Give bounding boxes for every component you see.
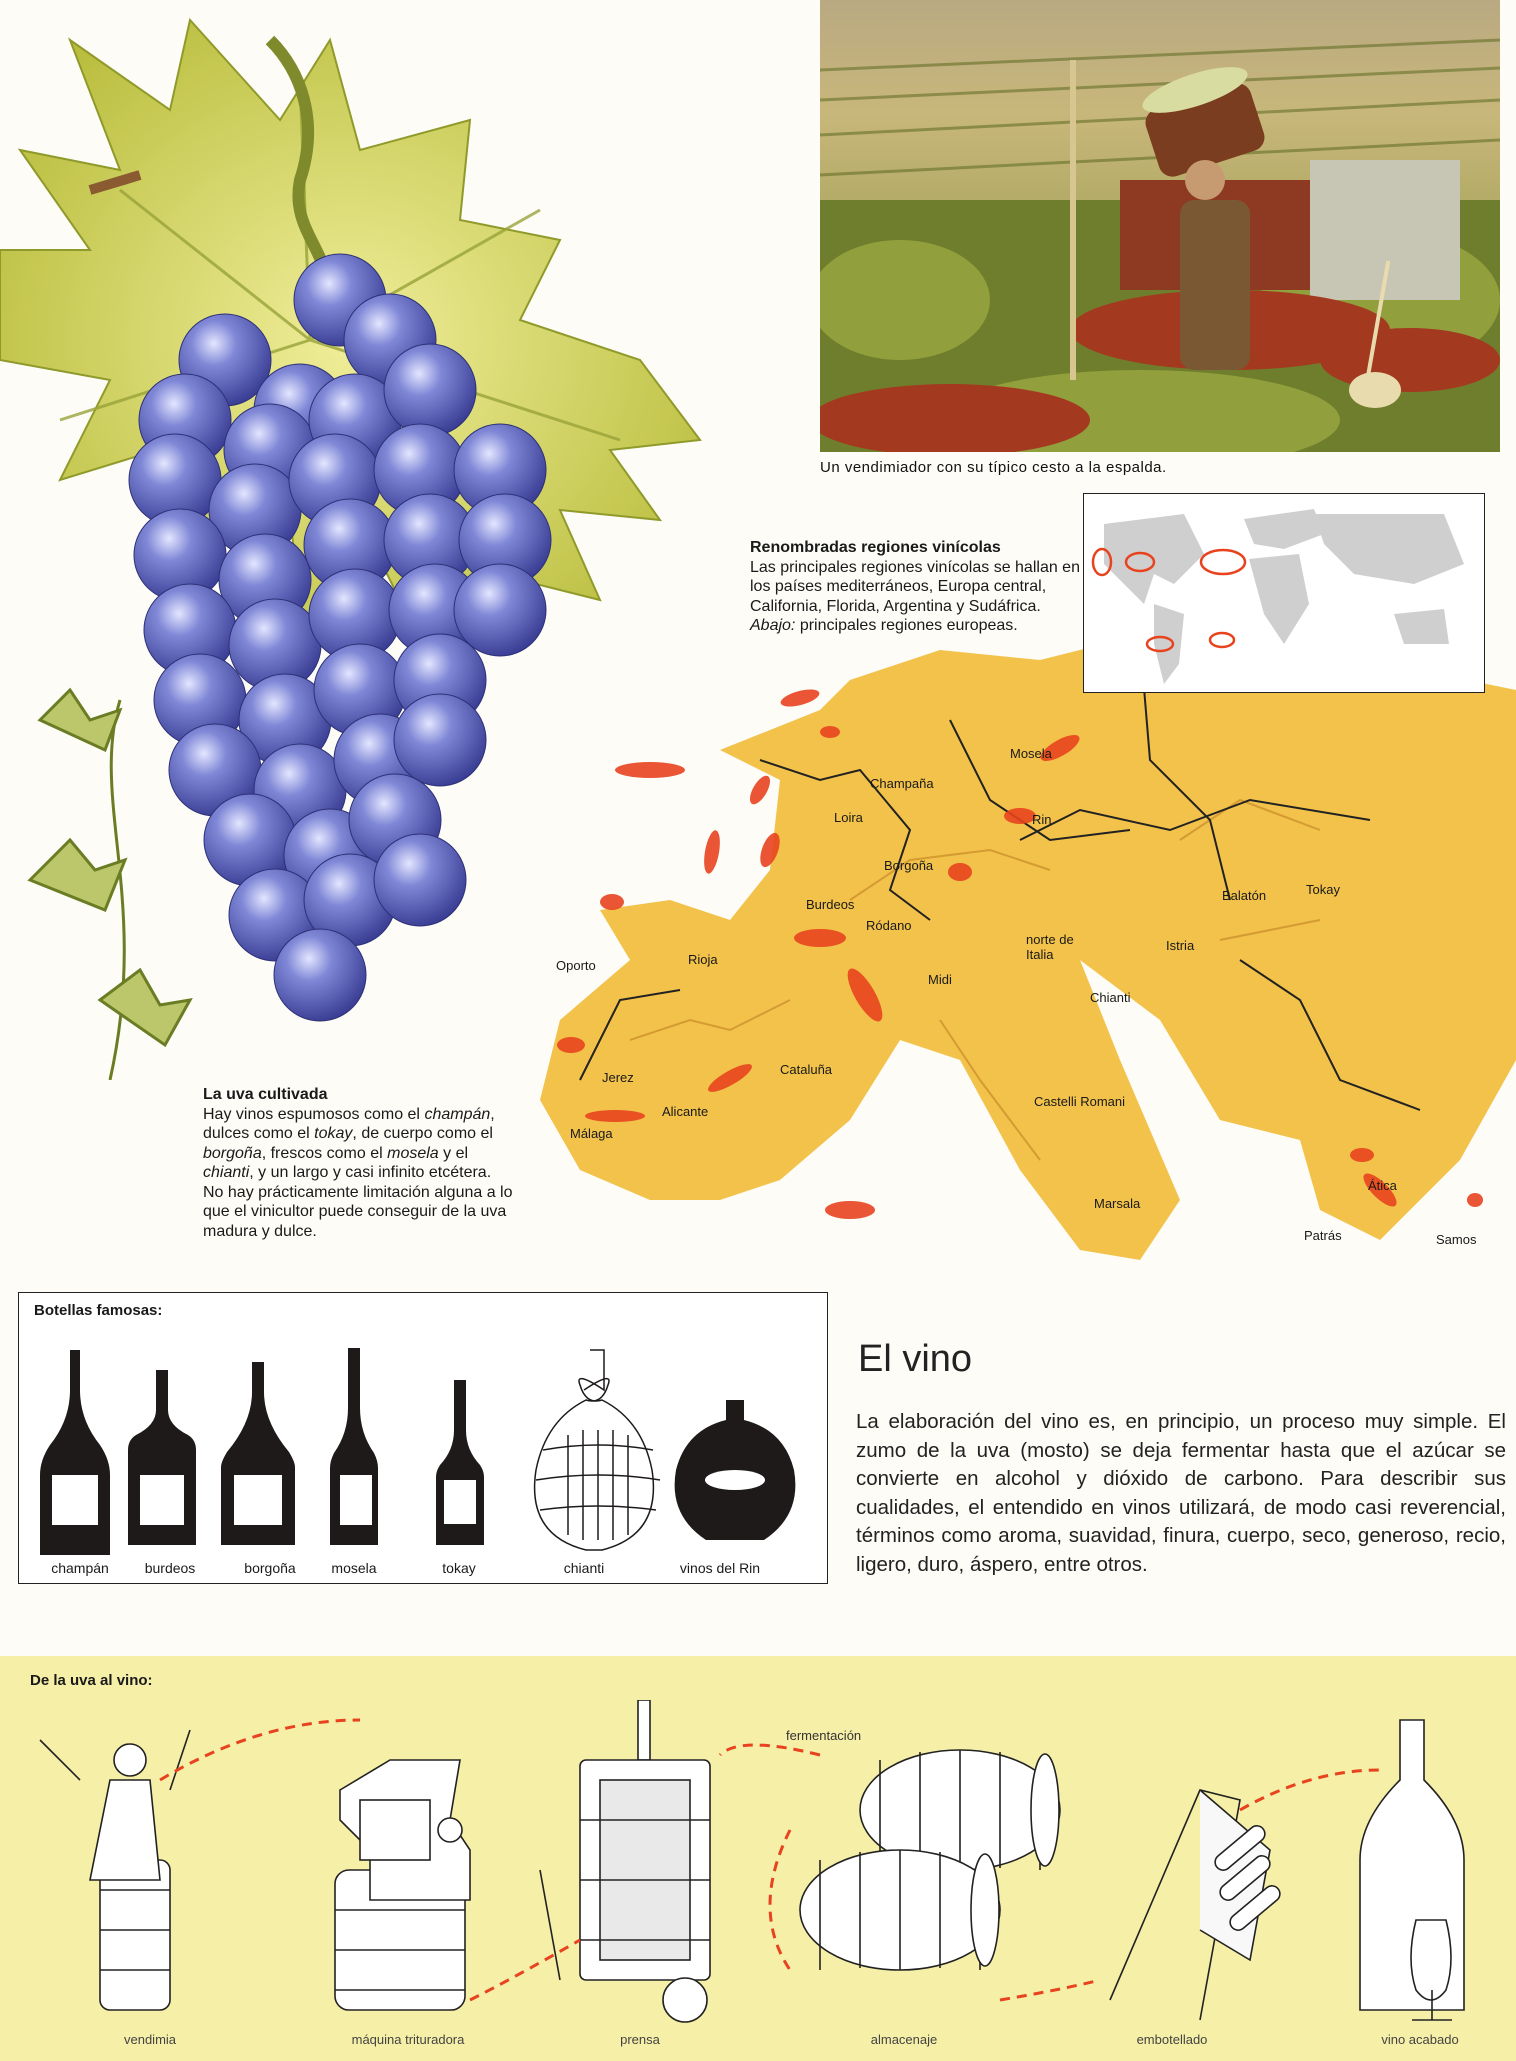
uva-text-3: , de cuerpo como el [352,1125,493,1142]
map-label-champana: Champaña [870,776,934,791]
map-label-tokay: Tokay [1306,882,1340,897]
regions-body: Las principales regiones vinícolas se hallan en los países mediterráneos, Europa central, California, Florida, Argentina y Sudáfrica. [750,558,1080,615]
map-label-borgona: Borgoña [884,858,934,873]
uva-borgona: borgoña [203,1144,262,1162]
vino-heading: El vino [858,1338,973,1380]
map-label-oporto: Oporto [556,958,596,973]
map-label-burdeos: Burdeos [806,897,855,912]
map-label-chianti: Chianti [1090,990,1131,1005]
map-label-balaton: Balatón [1222,888,1267,903]
bottle-label-burdeos: burdeos [144,1560,196,1576]
step-label-almacenaje: almacenaje [870,2032,938,2047]
map-label-jerez: Jerez [602,1070,634,1085]
process-illustration [0,1700,1516,2030]
regions-caption [750,538,1080,636]
europe-map [520,640,1516,1290]
uva-mosela: mosela [387,1144,439,1162]
uva-caption [203,1085,513,1241]
map-label-patras: Patrás [1304,1228,1342,1243]
step-label-prensa: prensa [620,2032,660,2047]
bottle-drawings [18,1330,826,1560]
map-label-rin: Rin [1032,812,1052,827]
bottle-label-mosela: mosela [331,1560,377,1576]
map-label-rioja: Rioja [688,952,718,967]
uva-text-6: , y un largo y casi infinito etcétera. No hay prácticamente limitación alguna a lo que el vinicultor puede conseguir de la uva madura y dulce. [203,1164,513,1240]
bottle-label-chianti: chianti [563,1560,605,1576]
harvest-photo [820,0,1500,452]
grape-berry [384,344,476,436]
vendimia-figure [40,1730,190,2010]
map-label-atica: Ática [1368,1178,1397,1193]
world-map-inset [1083,493,1485,693]
photo-caption: Un vendimiador con su típico cesto a la espalda. [820,459,1167,476]
bottle-label-vinos-rin: vinos del Rin [679,1560,761,1576]
process-title: De la uva al vino: [30,1672,153,1689]
bottle-label-tokay: tokay [442,1560,476,1576]
regions-below-text: principales regiones europeas. [799,617,1018,634]
step-label-vino-acabado: vino acabado [1381,2032,1459,2047]
bottle-label-borgona: borgoña [244,1560,296,1576]
regions-title: Renombradas regiones vinícolas [750,539,1001,556]
uva-champan: champán [424,1105,491,1123]
map-label-loira: Loira [834,810,863,825]
map-label-castelli: Castelli Romani [1034,1094,1126,1109]
step-label-embotellado: embotellado [1136,2032,1208,2047]
vino-body: La elaboración del vino es, en principio, un proceso muy simple. El zumo de la uva (mosto) se deja fermentar hasta que el azúcar se convierte en alcohol y dióxido de carbono. Para describir sus cualidades, el entendido en vinos utilizará, de modo casi reverencial, términos como aroma, suavidad, finura, cuerpo, seco, generoso, recio, ligero, duro, áspero, entre otros. [856,1410,1506,1576]
step-label-vendimia: vendimia [123,2032,177,2047]
uva-chianti: chianti [203,1164,250,1181]
uva-text-1: Hay vinos espumosos como el [203,1105,420,1123]
fermentation-label: fermentación [786,1728,862,1743]
step-label-trituradora: máquina trituradora [351,2032,465,2047]
map-label-midi: Midi [928,972,952,987]
bottles-title: Botellas famosas: [34,1302,163,1319]
uva-text-5: y el [443,1144,469,1162]
map-label-rodano: Ródano [866,918,912,933]
map-label-norte-italia: norte de Italia [1026,932,1074,962]
regions-below-label: Abajo: [750,617,796,634]
uva-tokay: tokay [314,1125,353,1142]
uva-text-2: , dulces como el [203,1105,495,1142]
map-label-istria: Istria [1166,938,1195,953]
grape-berry [274,929,366,1021]
map-label-cataluna: Cataluña [780,1062,833,1077]
map-label-mosela: Mosela [1010,746,1052,761]
uva-title: La uva cultivada [203,1086,328,1103]
map-label-alicante: Alicante [662,1104,709,1119]
grape-berry [374,834,466,926]
map-label-samos: Samos [1436,1232,1477,1247]
map-label-marsala: Marsala [1094,1196,1141,1211]
map-label-malaga: Málaga [570,1126,613,1141]
grape-berry [394,694,486,786]
uva-text-4: , frescos como el [261,1144,383,1162]
bottle-label-champan: champán [51,1560,109,1576]
